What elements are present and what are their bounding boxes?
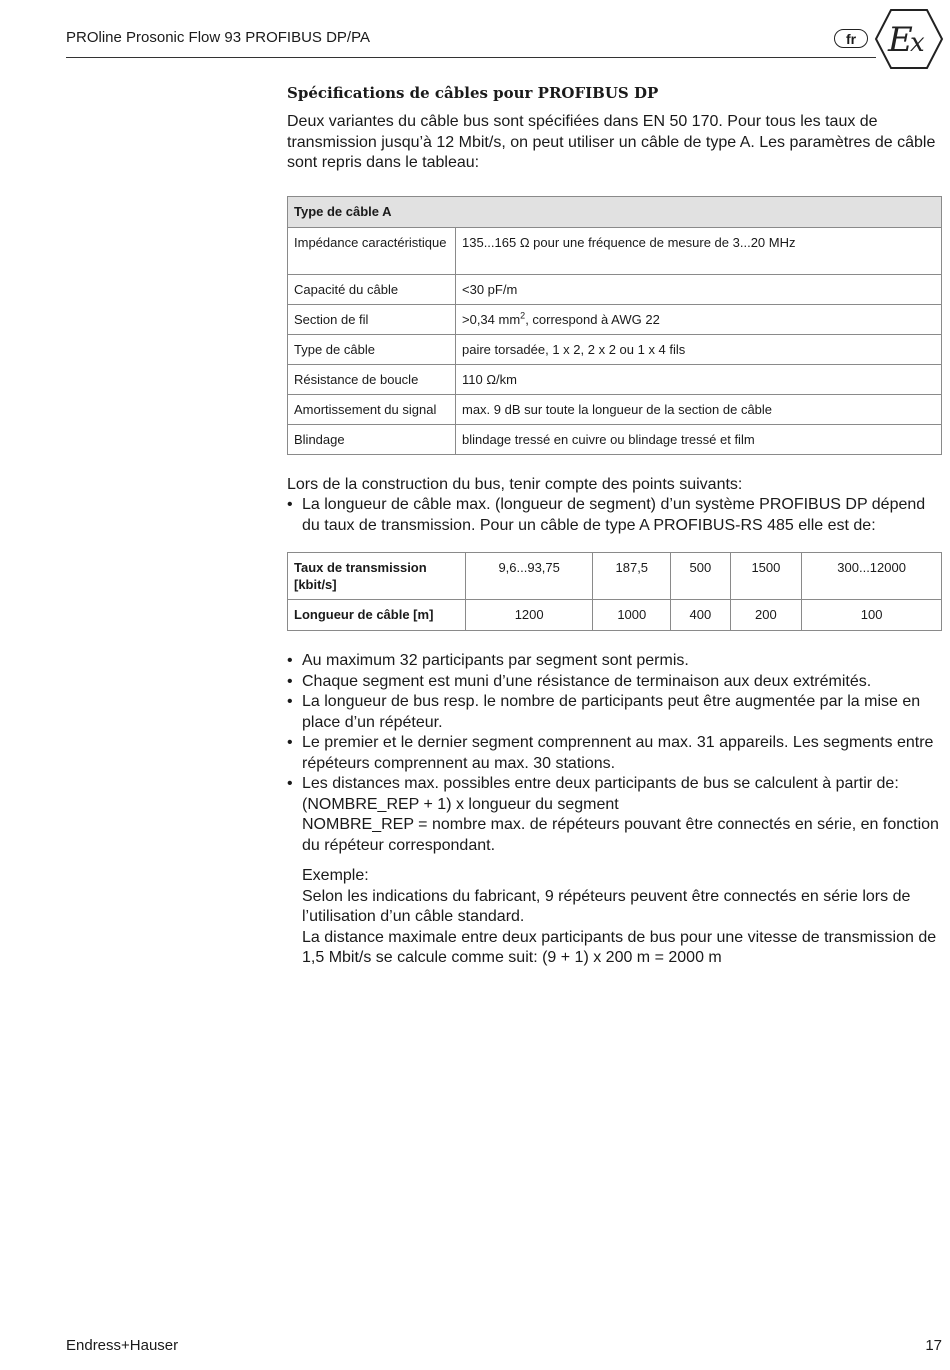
- length-cell: 1200: [466, 600, 593, 631]
- cable-spec-table: [287, 196, 942, 455]
- bullet-glyph: •: [287, 672, 293, 690]
- example-calculation: La distance maximale entre deux participants de bus pour une vitesse de transmission de 1,5 Mbit/s se calcule comme suit: (9 + 1) x 200 m = 2000 m: [302, 928, 937, 966]
- table-row: [288, 274, 942, 304]
- example-block: [287, 866, 942, 969]
- rate-cell: 9,6...93,75: [466, 553, 593, 600]
- page-number: 17: [925, 1337, 942, 1354]
- row-label: Résistance de boucle: [288, 364, 456, 394]
- table-row: [288, 304, 942, 334]
- value-superscript: 2: [520, 310, 526, 321]
- value-prefix: >0,34 mm: [462, 311, 521, 327]
- bullet-glyph: •: [287, 734, 293, 751]
- row-label: Amortissement du signal: [288, 394, 456, 424]
- rate-cell: 500: [671, 553, 730, 600]
- list-item: [287, 495, 942, 536]
- row-value: paire torsadée, 1 x 2, 2 x 2 ou 1 x 4 fils: [456, 334, 942, 364]
- example-title: Exemple:: [302, 867, 369, 884]
- value-suffix: , correspond à AWG 22: [525, 311, 660, 327]
- intro-paragraph: Deux variantes du câble bus sont spécifiées dans EN 50 170. Pour tous les taux de transmission jusqu’à 12 Mbit/s, on peut utiliser un câble de type A. Les paramètres de câble sont repris dans le tableau:: [287, 113, 936, 171]
- rate-row-label: Taux de transmission [kbit/s]: [288, 553, 466, 600]
- row-label: Capacité du câble: [288, 274, 456, 304]
- table-row: [288, 553, 942, 600]
- formula-definition: NOMBRE_REP = nombre max. de répéteurs pouvant être connectés en série, en fonction du répéteur correspondant.: [302, 816, 939, 854]
- length-cell: 100: [802, 600, 942, 631]
- rate-cell: 187,5: [593, 553, 671, 600]
- cable-table-header: Type de câble A: [288, 196, 942, 227]
- row-value: blindage tressé en cuivre ou blindage tressé et film: [456, 424, 942, 454]
- row-label: Type de câble: [288, 334, 456, 364]
- list-item-text: Au maximum 32 participants par segment sont permis.: [302, 652, 689, 669]
- length-cell: 200: [730, 600, 802, 631]
- header-divider: [66, 57, 876, 58]
- row-value: <30 pF/m: [456, 274, 942, 304]
- list-item-text: Chaque segment est muni d’une résistance de terminaison aux deux extrémités.: [302, 672, 872, 690]
- list-item-text: Le premier et le dernier segment comprennent au max. 31 appareils. Les segments entre répéteurs comprennent au max. 30 stations.: [302, 734, 934, 772]
- rate-cell: 300...12000: [802, 553, 942, 600]
- construction-lead: Lors de la construction du bus, tenir compte des points suivants:: [287, 475, 743, 493]
- list-item: [287, 672, 942, 693]
- row-value: max. 9 dB sur toute la longueur de la section de câble: [456, 394, 942, 424]
- table-row: [288, 227, 942, 274]
- ex-hexagon-icon: [874, 8, 944, 70]
- table-row: [288, 424, 942, 454]
- row-label: Blindage: [288, 424, 456, 454]
- list-item: [287, 774, 942, 856]
- row-value: 135...165 Ω pour une fréquence de mesure de 3...20 MHz: [456, 227, 942, 274]
- table-row: [288, 364, 942, 394]
- list-item: [287, 733, 942, 774]
- row-value: 110 Ω/km: [456, 364, 942, 394]
- list-item: [287, 651, 942, 672]
- rules-list: [287, 651, 942, 856]
- language-badge: fr: [834, 29, 868, 48]
- formula-line: (NOMBRE_REP + 1) x longueur du segment: [302, 795, 619, 813]
- bullet-glyph: •: [287, 652, 293, 669]
- document-title: PROline Prosonic Flow 93 PROFIBUS DP/PA: [66, 29, 370, 46]
- table-row: [288, 600, 942, 631]
- row-label: Impédance caractéristique: [288, 227, 456, 274]
- bullet-glyph: •: [287, 775, 293, 792]
- bullet-glyph: •: [287, 496, 293, 513]
- list-item-text: La longueur de bus resp. le nombre de participants peut être augmentée par la mise en place d’un répéteur.: [302, 693, 921, 731]
- list-item-text: Les distances max. possibles entre deux participants de bus se calculent à partir de:: [302, 775, 899, 792]
- row-label: Section de fil: [288, 304, 456, 334]
- svg-text:x: x: [910, 28, 925, 58]
- list-item-text: La longueur de câble max. (longueur de segment) d’un système PROFIBUS DP dépend du taux de transmission. Pour un câble de type A PROFIBUS-RS 485 elle est de:: [302, 496, 926, 534]
- example-text: Selon les indications du fabricant, 9 répéteurs peuvent être connectés en série lors de l’utilisation d’un câble standard.: [302, 887, 911, 925]
- transmission-rate-table: [287, 552, 942, 631]
- main-content: [287, 84, 942, 969]
- table-row: [288, 334, 942, 364]
- length-cell: 400: [671, 600, 730, 631]
- row-value: [456, 304, 942, 334]
- rate-cell: 1500: [730, 553, 802, 600]
- length-cell: 1000: [593, 600, 671, 631]
- bullet-glyph: •: [287, 693, 293, 710]
- length-row-label: Longueur de câble [m]: [288, 600, 466, 631]
- table-row: [288, 394, 942, 424]
- construction-list: [287, 495, 942, 536]
- brand-name: Endress+Hauser: [66, 1337, 179, 1354]
- svg-text:E: E: [888, 20, 913, 60]
- section-heading: Spécifications de câbles pour PROFIBUS DP: [287, 84, 659, 102]
- list-item: [287, 692, 942, 733]
